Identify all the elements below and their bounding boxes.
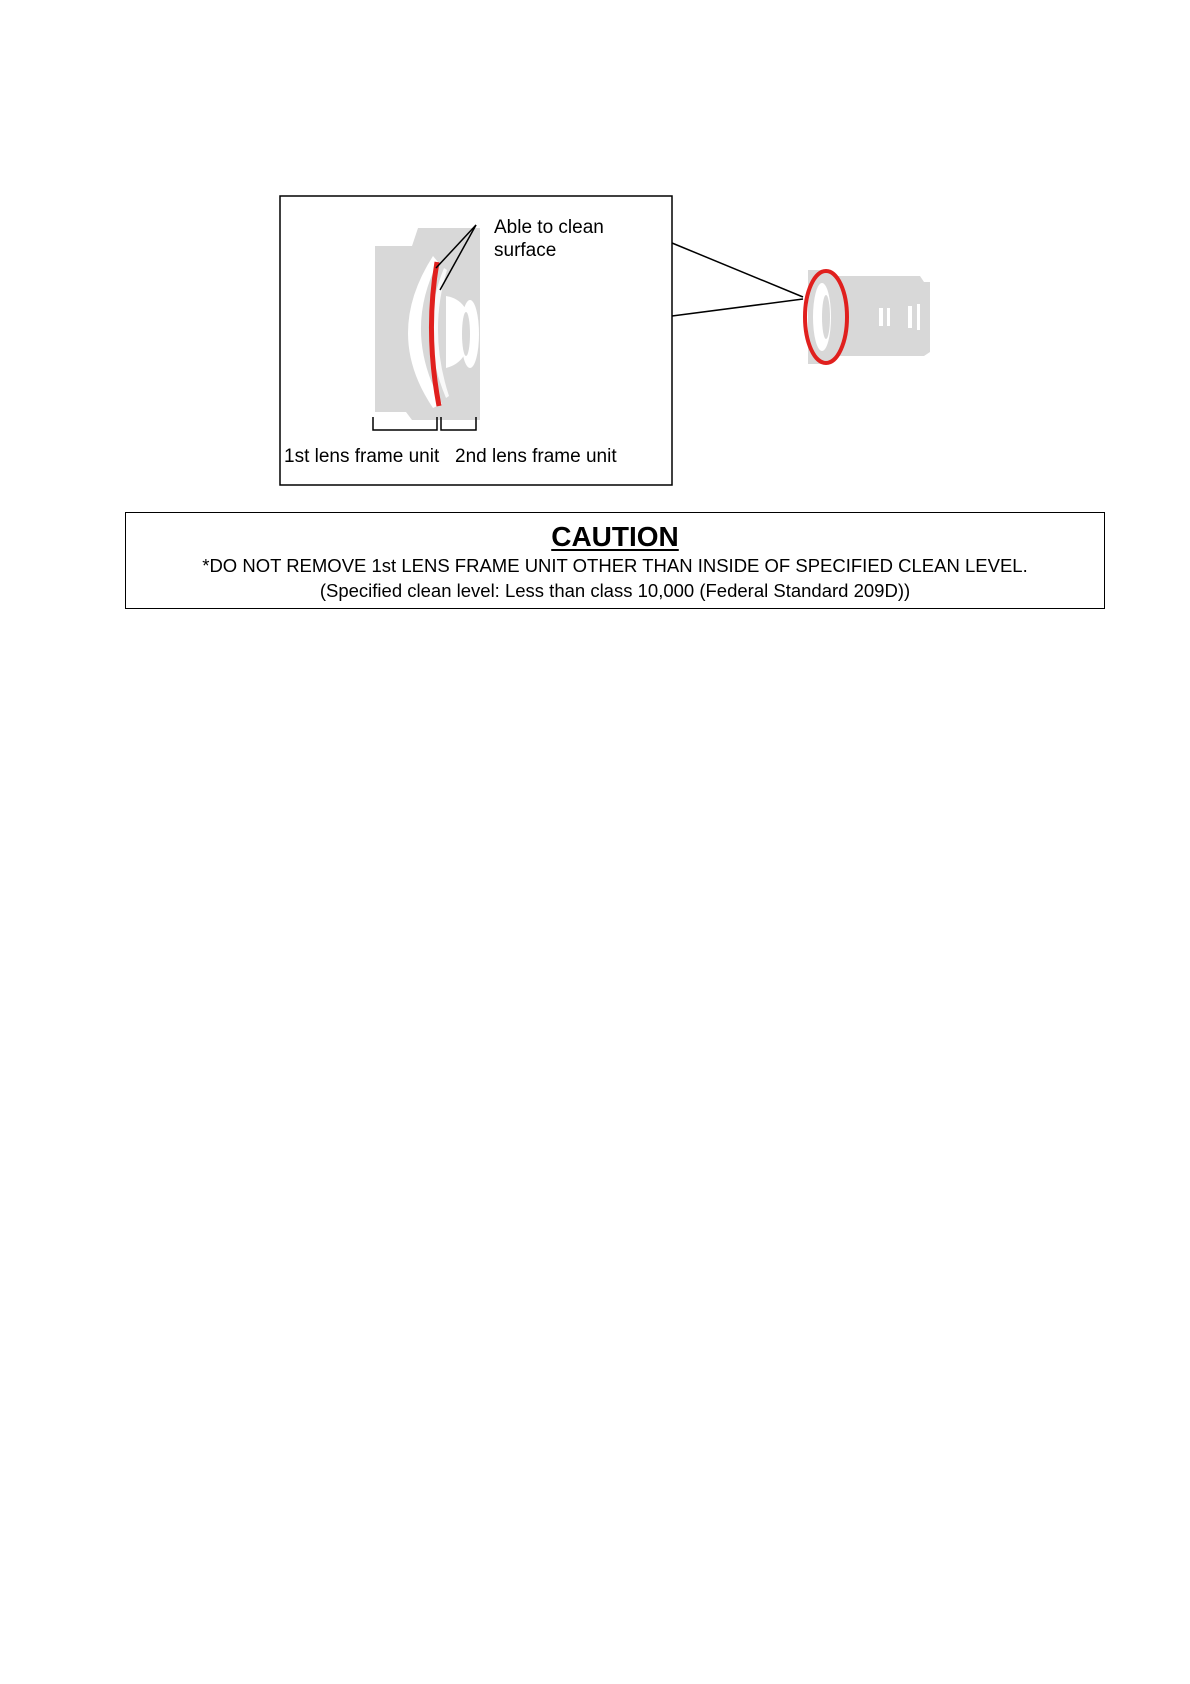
full-lens-mark-4 [917, 304, 920, 330]
full-lens-mark-3 [908, 306, 912, 328]
caution-title: CAUTION [551, 521, 679, 552]
full-lens-mark-2 [887, 308, 890, 326]
full-lens-view [805, 270, 930, 364]
second-lens-unit-label: 2nd lens frame unit [455, 446, 617, 467]
caution-box [125, 512, 1105, 609]
full-lens-mark-1 [879, 308, 883, 326]
clean-surface-label: Able to clean surface [494, 217, 604, 261]
caution-warning-line: *DO NOT REMOVE 1st LENS FRAME UNIT OTHER THAN INSIDE OF SPECIFIED CLEAN LEVEL. [202, 555, 1028, 576]
callout-line-top [672, 243, 803, 297]
lens-cross-section [373, 225, 480, 430]
caution-clean-level-line: (Specified clean level: Less than class 10,000 (Federal Standard 209D)) [319, 580, 911, 601]
callout-line-bottom [672, 299, 803, 316]
full-lens-front-inner [822, 295, 830, 339]
second-lens-element-c [462, 312, 470, 356]
first-lens-unit-label: 1st lens frame unit [284, 446, 440, 467]
